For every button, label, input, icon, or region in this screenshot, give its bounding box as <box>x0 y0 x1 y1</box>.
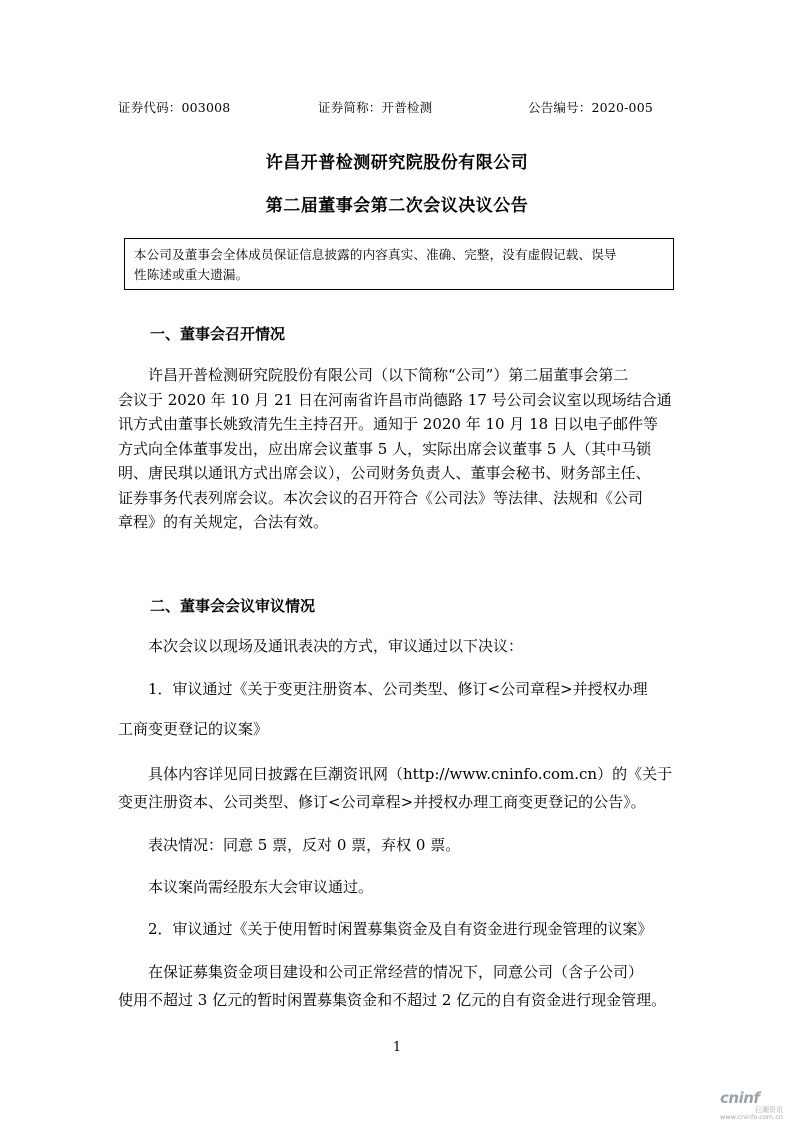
vote-result: 表决情况：同意 5 票，反对 0 票，弃权 0 票。 <box>148 836 461 854</box>
announcement-title: 第二届董事会第二次会议决议公告 <box>265 196 529 216</box>
logo-url-text: www.cninfo.com.cn <box>720 1113 783 1121</box>
page-number: 1 <box>392 1040 402 1055</box>
deliberation-intro: 本次会议以现场及通讯表决的方式，审议通过以下决议： <box>148 637 524 655</box>
logo-brand-text: cninf <box>720 1089 760 1107</box>
section-heading-deliberation: 二、董事会会议审议情况 <box>150 597 316 615</box>
stock-short-name: 证券简称：开普检测 <box>318 100 433 115</box>
resolution-2-detail-cont: 使用不超过 3 亿元的暂时闲置募集资金和不超过 2 亿元的自有资金进行现金管理。 <box>118 991 667 1009</box>
paragraph-line: 讯方式由董事长姚致清先生主持召开。通知于 2020 年 10 月 18 日以电子邮件等 <box>118 415 658 433</box>
paragraph-line: 章程》的有关规定，合法有效。 <box>118 513 329 531</box>
paragraph-line: 许昌开普检测研究院股份有限公司（以下简称“公司”）第二届董事会第二 <box>148 366 629 384</box>
paragraph-line: 方式向全体董事发出，应出席会议董事 5 人，实际出席会议董事 5 人（其中马锁 <box>118 439 652 458</box>
notice-number: 公告编号：2020-005 <box>528 100 653 115</box>
disclaimer-line: 本公司及董事会全体成员保证信息披露的内容真实、准确、完整，没有虚假记载、误导 <box>134 247 617 262</box>
disclaimer-box <box>124 238 674 290</box>
resolution-2-title: 2．审议通过《关于使用暂时闲置募集资金及自有资金进行现金管理的议案》 <box>148 920 653 938</box>
section-heading-meeting-convened: 一、董事会召开情况 <box>150 325 286 343</box>
resolution-1-detail: 具体内容详见同日披露在巨潮资讯网（http://www.cninfo.com.cn）的《关于 <box>148 765 673 783</box>
paragraph-line: 明、唐民琪以通讯方式出席会议），公司财务负责人、董事会秘书、财务部主任、 <box>118 464 651 482</box>
disclaimer-line: 性陈述或重大遗漏。 <box>134 267 249 282</box>
paragraph-line: 证券事务代表列席会议。本次会议的召开符合《公司法》等法律、法规和《公司 <box>118 488 644 507</box>
paragraph-line: 会议于 2020 年 10 月 21 日在河南省许昌市尚德路 17 号公司会议室以现场结合通 <box>118 390 672 409</box>
resolution-2-detail: 在保证募集资金项目建设和公司正常经营的情况下，同意公司（含子公司） <box>148 963 644 981</box>
resolution-1-title: 1．审议通过《关于变更注册资本、公司类型、修订<公司章程>并授权办理 <box>148 680 648 698</box>
logo-sub-text: 巨潮资讯 <box>754 1106 783 1114</box>
cninfo-logo <box>720 1088 783 1121</box>
section1-paragraph <box>118 363 678 535</box>
company-title: 许昌开普检测研究院股份有限公司 <box>265 153 529 173</box>
shareholder-approval-note: 本议案尚需经股东大会审议通过。 <box>148 878 374 896</box>
stock-code: 证券代码：003008 <box>118 100 231 115</box>
resolution-1-detail-cont: 变更注册资本、公司类型、修订<公司章程>并授权办理工商变更登记的公告》。 <box>118 793 646 811</box>
resolution-1-title-cont: 工商变更登记的议案》 <box>118 720 269 738</box>
